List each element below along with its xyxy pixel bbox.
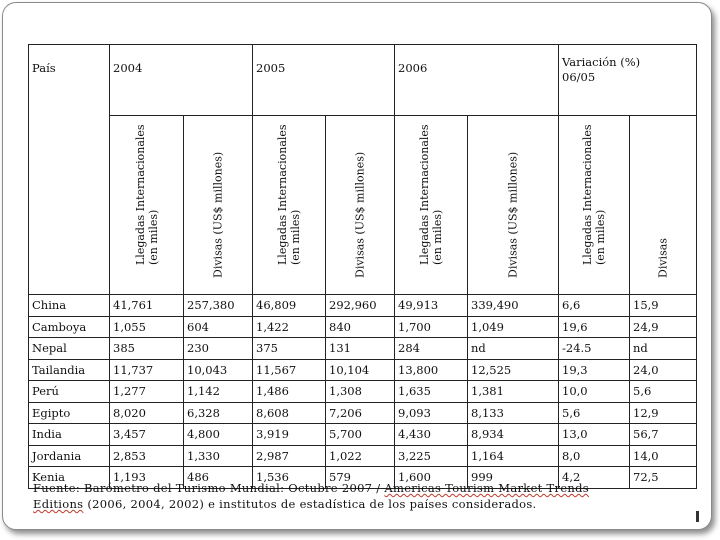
value-cell: 4,430	[395, 424, 468, 446]
value-cell: 19,6	[559, 316, 630, 338]
value-cell: 5,700	[326, 424, 395, 446]
table-row	[29, 359, 697, 381]
value-cell: 4,2	[559, 467, 630, 489]
source-prefix: Fuente: Barómetro del Turismo Mundial: Octubre 2007 /	[33, 481, 385, 495]
value-cell: 840	[326, 316, 395, 338]
country-cell: Jordania	[29, 445, 110, 467]
value-cell: 486	[184, 467, 253, 489]
sub-header-wrap	[113, 117, 180, 293]
value-cell: 11,737	[110, 359, 184, 381]
sub-header-cell	[630, 116, 697, 295]
sub-header-label	[581, 124, 607, 265]
value-cell: 8,0	[559, 445, 630, 467]
value-cell: 13,800	[395, 359, 468, 381]
value-cell: 49,913	[395, 295, 468, 317]
table-row	[29, 424, 697, 446]
sub-header-line: (en miles)	[431, 209, 444, 265]
country-cell: Kenia	[29, 467, 110, 489]
year-header-2006: 2006	[395, 45, 559, 116]
value-cell: 1,635	[395, 381, 468, 403]
value-cell: 1,142	[184, 381, 253, 403]
value-cell: 41,761	[110, 295, 184, 317]
value-cell: 3,457	[110, 424, 184, 446]
sub-header-row	[29, 116, 697, 295]
sub-header-wrap	[187, 117, 249, 293]
value-cell: 1,049	[468, 316, 559, 338]
value-cell: 257,380	[184, 295, 253, 317]
source-editions: Editions	[33, 497, 84, 511]
value-cell: nd	[630, 338, 697, 360]
sub-header-wrap	[329, 117, 391, 293]
year-header-2005: 2005	[253, 45, 395, 116]
sub-header-label	[212, 152, 225, 278]
value-cell: 11,567	[253, 359, 326, 381]
sub-header-line: Llegadas Internacionales	[133, 124, 147, 265]
value-cell: 7,206	[326, 402, 395, 424]
sub-header-line: (en miles)	[289, 209, 302, 265]
sub-header-wrap	[256, 117, 322, 293]
value-cell: 8,020	[110, 402, 184, 424]
value-cell: 292,960	[326, 295, 395, 317]
value-cell: 56,7	[630, 424, 697, 446]
country-cell: Tailandia	[29, 359, 110, 381]
value-cell: 1,193	[110, 467, 184, 489]
country-cell: India	[29, 424, 110, 446]
value-cell: 19,3	[559, 359, 630, 381]
sub-header-label	[507, 152, 520, 278]
value-cell: 12,9	[630, 402, 697, 424]
value-cell: 999	[468, 467, 559, 489]
value-cell: 9,093	[395, 402, 468, 424]
value-cell: 2,987	[253, 445, 326, 467]
variation-header-period: 06/05	[562, 70, 596, 84]
value-cell: 1,536	[253, 467, 326, 489]
value-cell: 8,133	[468, 402, 559, 424]
country-cell: Camboya	[29, 316, 110, 338]
sub-header-line: Divisas (US$ millones)	[211, 151, 225, 278]
sub-header-label	[354, 152, 367, 278]
value-cell: 579	[326, 467, 395, 489]
value-cell: 8,608	[253, 402, 326, 424]
table-row	[29, 381, 697, 403]
year-header-2004: 2004	[110, 45, 253, 116]
sub-header-cell	[468, 116, 559, 295]
value-cell: 1,600	[395, 467, 468, 489]
value-cell: 1,277	[110, 381, 184, 403]
country-cell: Nepal	[29, 338, 110, 360]
value-cell: 3,225	[395, 445, 468, 467]
value-cell: 72,5	[630, 467, 697, 489]
sub-header-line: Llegadas Internacionales	[581, 124, 594, 265]
value-cell: 24,0	[630, 359, 697, 381]
value-cell: 10,104	[326, 359, 395, 381]
sub-header-cell	[395, 116, 468, 295]
value-cell: 2,853	[110, 445, 184, 467]
value-cell: 604	[184, 316, 253, 338]
sub-header-line: Divisas	[656, 238, 670, 278]
value-cell: 1,022	[326, 445, 395, 467]
value-cell: 1,422	[253, 316, 326, 338]
sub-header-cell	[253, 116, 326, 295]
value-cell: 375	[253, 338, 326, 360]
value-cell: 3,919	[253, 424, 326, 446]
value-cell: 131	[326, 338, 395, 360]
sub-header-wrap	[471, 117, 555, 293]
value-cell: 46,809	[253, 295, 326, 317]
value-cell: 5,6	[630, 381, 697, 403]
sub-header-line: (en miles)	[146, 209, 160, 265]
value-cell: 10,043	[184, 359, 253, 381]
source-note	[33, 480, 693, 512]
sub-header-label	[418, 124, 444, 265]
value-cell: 5,6	[559, 402, 630, 424]
sub-header-label	[134, 124, 160, 265]
value-cell: -24.5	[559, 338, 630, 360]
table-row	[29, 338, 697, 360]
value-cell: nd	[468, 338, 559, 360]
value-cell: 6,328	[184, 402, 253, 424]
year-header-row	[29, 45, 697, 116]
value-cell: 1,700	[395, 316, 468, 338]
tourism-table	[28, 44, 697, 489]
sub-header-cell	[326, 116, 395, 295]
sub-header-wrap	[398, 117, 464, 293]
sub-header-wrap	[562, 117, 626, 293]
sub-header-line: Divisas (US$ millones)	[353, 151, 367, 278]
slide-frame	[2, 2, 712, 530]
source-publication: Americas Tourism Market Trends	[384, 481, 590, 495]
sub-header-line: Llegadas Internacionales	[418, 124, 431, 265]
value-cell: 24,9	[630, 316, 697, 338]
sub-header-label	[276, 124, 302, 265]
table-body	[29, 295, 697, 489]
value-cell: 385	[110, 338, 184, 360]
table-row	[29, 445, 697, 467]
value-cell: 339,490	[468, 295, 559, 317]
value-cell: 230	[184, 338, 253, 360]
table-row	[29, 402, 697, 424]
value-cell: 14,0	[630, 445, 697, 467]
value-cell: 1,055	[110, 316, 184, 338]
country-cell: China	[29, 295, 110, 317]
sub-header-wrap	[633, 117, 693, 293]
value-cell: 284	[395, 338, 468, 360]
value-cell: 1,308	[326, 381, 395, 403]
corner-mark	[696, 511, 699, 522]
value-cell: 4,800	[184, 424, 253, 446]
value-cell: 13,0	[559, 424, 630, 446]
value-cell: 1,486	[253, 381, 326, 403]
variation-header	[559, 45, 697, 116]
table-row	[29, 316, 697, 338]
value-cell: 1,381	[468, 381, 559, 403]
country-cell: Egipto	[29, 402, 110, 424]
variation-header-title: Variación (%)	[562, 55, 641, 69]
value-cell: 1,330	[184, 445, 253, 467]
value-cell: 15,9	[630, 295, 697, 317]
value-cell: 10,0	[559, 381, 630, 403]
sub-header-label	[657, 238, 670, 278]
sub-header-line: (en miles)	[594, 209, 607, 265]
country-cell: Perú	[29, 381, 110, 403]
value-cell: 8,934	[468, 424, 559, 446]
sub-header-cell	[110, 116, 184, 295]
source-suffix: (2006, 2004, 2002) e institutos de estadística de los países considerados.	[83, 497, 537, 511]
value-cell: 6,6	[559, 295, 630, 317]
country-header: País	[29, 45, 110, 295]
value-cell: 1,164	[468, 445, 559, 467]
sub-header-line: Divisas (US$ millones)	[506, 151, 520, 278]
value-cell: 12,525	[468, 359, 559, 381]
sub-header-cell	[184, 116, 253, 295]
sub-header-cell	[559, 116, 630, 295]
sub-header-line: Llegadas Internacionales	[276, 124, 289, 265]
table-row	[29, 295, 697, 317]
